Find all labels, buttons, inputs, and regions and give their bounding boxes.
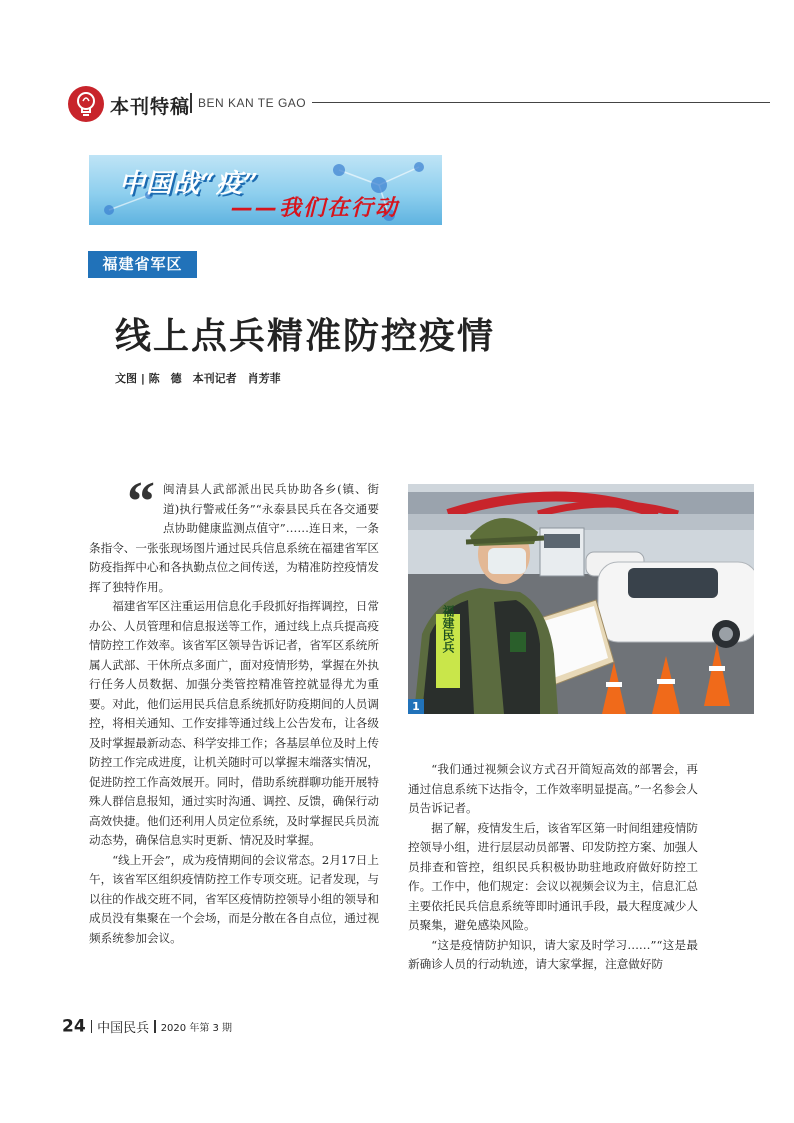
article-title: 线上点兵精准防控疫情 [115,316,496,357]
region-tag: 福建省军区 [88,251,197,278]
footer-divider [154,1020,156,1033]
header-rule [312,102,770,103]
body-paragraph: “ 闽清县人武部派出民兵协助各乡(镇、街道)执行警戒任务”“永泰县民兵在各交通要点协助健康监测点值守”……连日来，一条条指令、一张张现场图片通过民兵信息系统在福建省军区防疫指挥中心和各执勤点位之间传送，为精准防控疫情发挥了独特作用。 [89,471,379,594]
campaign-banner [89,155,442,225]
footer-divider [91,1020,93,1033]
article-photo [408,484,754,714]
lightbulb-icon [68,86,104,122]
page-number: 24 [62,1016,86,1037]
checkpoint-photo-illustration [408,484,754,714]
photo-number: 1 [408,699,424,714]
body-paragraph: 福建省军区注重运用信息化手段抓好指挥调控，日常办公、人员管理和信息报送等工作，通过线上点兵提高疫情防控工作效率。该省军区领导告诉记者，省军区系统所属人武部、干休所点多面广，面对疫情形势，掌握在外执行任务人员数据、加强分类管控精准管控就显得尤为重要。对此，他们运用民兵信息系统抓好防疫期间的人员调控，将相关通知、工作安排等通过线上公告发布，让各级及时掌握最新动态、科学安排工作；各基层单位及时上传防控工作完成进度，让机关随时可以掌握末端落实情况，促进防控工作高效展开。同时，借助系统群聊功能开展特殊人群信息报知，通过实时沟通、调控、反馈，确保行动高效快捷。他们还利用人员定位系统，及时掌握民兵员流动态势，确保信息实时更新、情况及时掌握。 [89,599,379,847]
section-divider [190,93,192,113]
banner-headline: 中国战“疫” [119,169,259,199]
page-footer [62,1016,232,1037]
body-column-right [408,760,698,975]
section-header [68,86,770,122]
issue-label: 2020 年第 3 期 [160,1023,233,1034]
section-title-english: BEN KAN TE GAO [198,96,307,110]
body-paragraph: “这是疫情防护知识，请大家及时学习……”“这是最新确诊人员的行动轨迹，请大家掌握，注意做好防 [408,937,698,971]
body-paragraph: “线上开会”，成为疫情期间的会议常态。2月17日上午，该省军区组织疫情防控工作专项交班。记者发现，与以往的作战交班不同，省军区疫情防控领导小组的领导和成员没有集聚在一个会场，而是分散在各自点位，通过视频系统参加会议。 [89,852,379,945]
vest-text: 福建民兵 [441,605,455,653]
magazine-name: 中国民兵 [97,1021,150,1036]
body-column-left [89,471,379,948]
open-quote-mark: “ [127,471,155,533]
banner-subheadline: ——我们在行动 [231,196,400,221]
section-title: 本刊特稿 [110,96,191,118]
byline: 文图 | 陈 德 本刊记者 肖芳菲 [115,372,281,385]
body-paragraph: 据了解，疫情发生后，该省军区第一时间组建疫情防控领导小组，进行层层动员部署、印发防控方案、加强人员排查和管控，组织民兵积极协助驻地政府做好防控工作。工作中，他们规定：会议以视频会议为主，信息汇总主要依托民兵信息系统等即时通讯手段，最大程度减少人员聚集，避免感染风险。 [408,820,698,932]
body-paragraph: “我们通过视频会议方式召开简短高效的部署会，再通过信息系统下达指令，工作效率明显提高。”一名参会人员告诉记者。 [408,762,698,815]
